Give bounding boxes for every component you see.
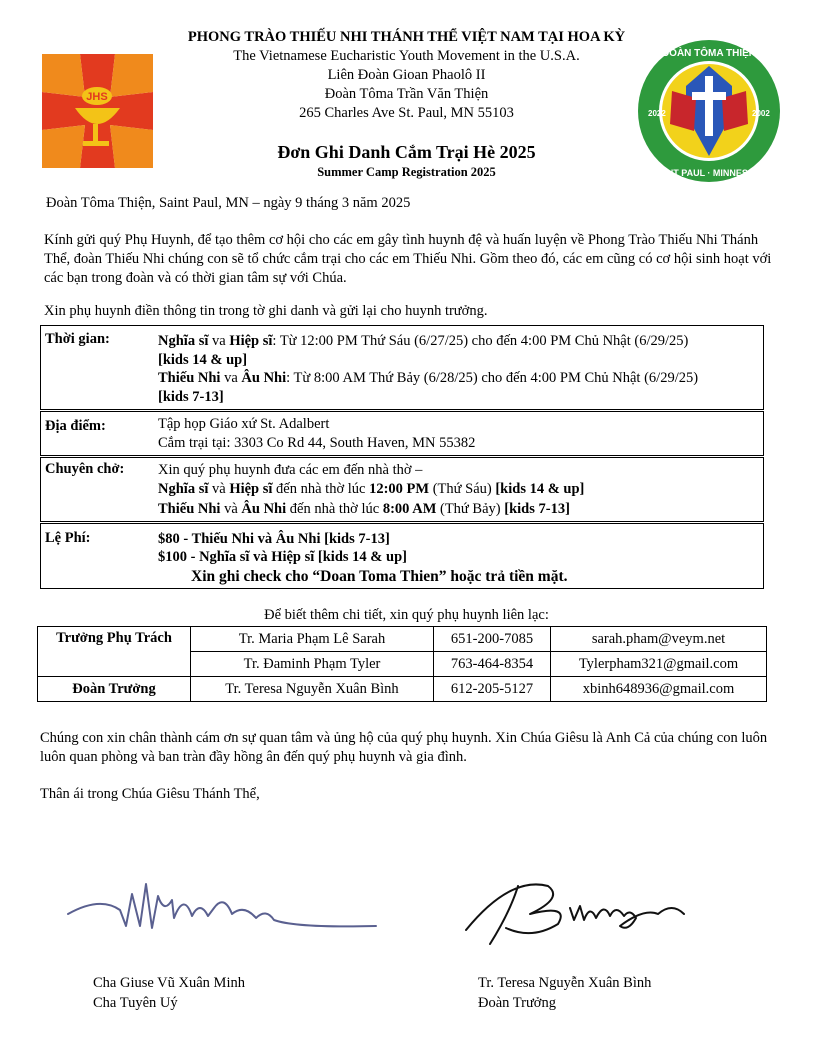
contact-name: Tr. Maria Phạm Lê Sarah bbox=[191, 627, 434, 652]
instruction-text: Xin phụ huynh điền thông tin trong tờ ghi danh và gửi lại cho huynh trưởng. bbox=[44, 303, 488, 319]
chapter-name: Đoàn Tôma Trần Văn Thiện bbox=[324, 86, 489, 102]
contact-email: xbinh648936@gmail.com bbox=[551, 677, 767, 702]
contact-phone: 612-205-5127 bbox=[434, 677, 551, 702]
time-label: Thời gian: bbox=[45, 331, 110, 347]
intro-paragraph: Kính gửi quý Phụ Huynh, để tạo thêm cơ hội cho các em gây tình huynh đệ và huấn luyện về Phong Trào Thiếu Nhi Thánh Thể, đoàn Thiếu Nhi chúng con sẽ tổ chức cắm trại cho các em Thiếu Nhi. Gồm theo đó, các em cũng có cơ hội sinh hoạt với các bạn trong đoàn và có thời gian tâm sự với Chúa. bbox=[44, 232, 772, 286]
fee-payment-note: Xin ghi check cho “Doan Toma Thien” hoặc trả tiền mặt. bbox=[191, 568, 568, 585]
location-line-1: Tập họp Giáo xứ St. Adalbert bbox=[158, 416, 330, 432]
transport-section bbox=[40, 457, 764, 522]
contact-email: Tylerpham321@gmail.com bbox=[551, 652, 767, 677]
location-label: Địa điểm: bbox=[45, 418, 106, 434]
transport-label: Chuyên chở: bbox=[45, 461, 125, 477]
contact-name: Tr. Teresa Nguyễn Xuân Bình bbox=[191, 677, 434, 702]
transport-line-1: Xin quý phụ huynh đưa các em đến nhà thờ – bbox=[158, 462, 423, 478]
fee-label: Lệ Phí: bbox=[45, 530, 91, 546]
time-section bbox=[40, 325, 764, 410]
page-subtitle: Summer Camp Registration 2025 bbox=[317, 165, 496, 179]
signature-left bbox=[60, 870, 390, 940]
fee-section bbox=[40, 523, 764, 589]
fee-line-1: $80 - Thiếu Nhi và Âu Nhi [kids 7-13] bbox=[158, 531, 390, 547]
federation-name: Liên Đoàn Gioan Phaolô II bbox=[327, 67, 486, 83]
table-row bbox=[38, 677, 767, 702]
svg-text:2022: 2022 bbox=[648, 109, 666, 118]
transport-line-3: Thiếu Nhi và Âu Nhi đến nhà thờ lúc 8:00 AM (Thứ Bảy) [kids 7-13] bbox=[158, 501, 570, 517]
time-group-younger: Thiếu Nhi va Âu Nhi: Từ 8:00 AM Thứ Bảy (6/28/25) cho đến 4:00 PM Chủ Nhật (6/29/25) [kids 7-13] bbox=[158, 370, 699, 405]
svg-text:2002: 2002 bbox=[752, 109, 770, 118]
svg-text:SAINT PAUL · MINNESOTA: SAINT PAUL · MINNESOTA bbox=[651, 168, 767, 178]
signer-right bbox=[478, 973, 651, 1013]
closing-paragraph: Chúng con xin chân thành cám ơn sự quan tâm và ủng hộ của quý phụ huynh. Xin Chúa Giêsu là Anh Cả của chúng con luôn luôn quan phòng và ban tràn đầy hồng ân đến quý phụ huynh và gia đình. bbox=[40, 730, 768, 765]
signer-right-name: Tr. Teresa Nguyễn Xuân Bình bbox=[478, 975, 652, 991]
date-line: Đoàn Tôma Thiện, Saint Paul, MN – ngày 9 tháng 3 năm 2025 bbox=[46, 195, 411, 211]
contact-email: sarah.pham@veym.net bbox=[551, 627, 767, 652]
org-name-en: The Vietnamese Eucharistic Youth Movement in the U.S.A. bbox=[233, 48, 580, 64]
page-title: Đơn Ghi Danh Cắm Trại Hè 2025 bbox=[277, 142, 536, 162]
svg-text:JHS: JHS bbox=[86, 91, 108, 103]
signer-left-name: Cha Giuse Vũ Xuân Minh bbox=[93, 975, 245, 991]
role-lead: Trưởng Phụ Trách bbox=[38, 627, 191, 677]
signer-left bbox=[93, 973, 245, 1013]
contact-table bbox=[37, 626, 767, 702]
salutation: Thân ái trong Chúa Giêsu Thánh Thể, bbox=[40, 786, 260, 802]
contact-phone: 763-464-8354 bbox=[434, 652, 551, 677]
table-row bbox=[38, 627, 767, 652]
signer-left-title: Cha Tuyên Uý bbox=[93, 995, 178, 1011]
role-chapter-leader: Đoàn Trưởng bbox=[38, 677, 191, 702]
contact-intro: Để biết thêm chi tiết, xin quý phụ huynh liên lạc: bbox=[264, 607, 549, 623]
chapter-address: 265 Charles Ave St. Paul, MN 55103 bbox=[299, 105, 514, 121]
time-group-older: Nghĩa sĩ va Hiệp sĩ: Từ 12:00 PM Thứ Sáu (6/27/25) cho đến 4:00 PM Chủ Nhật (6/29/25) [kids 14 & up] bbox=[158, 333, 689, 368]
contact-name: Tr. Đaminh Phạm Tyler bbox=[191, 652, 434, 677]
transport-line-2: Nghĩa sĩ và Hiệp sĩ đến nhà thờ lúc 12:00 PM (Thứ Sáu) [kids 14 & up] bbox=[158, 481, 585, 497]
contact-phone: 651-200-7085 bbox=[434, 627, 551, 652]
svg-text:ĐOÀN TÔMA THIỆN: ĐOÀN TÔMA THIỆN bbox=[661, 48, 757, 59]
location-section bbox=[40, 411, 764, 456]
fee-line-2: $100 - Nghĩa sĩ và Hiệp sĩ [kids 14 & up] bbox=[158, 549, 407, 565]
signer-right-title: Đoàn Trưởng bbox=[478, 995, 556, 1011]
signature-right bbox=[460, 868, 700, 948]
location-line-2: Cắm trại tại: 3303 Co Rd 44, South Haven, MN 55382 bbox=[158, 435, 476, 451]
org-name-vn: PHONG TRÀO THIẾU NHI THÁNH THỂ VIỆT NAM TẠI HOA KỲ bbox=[187, 29, 626, 45]
